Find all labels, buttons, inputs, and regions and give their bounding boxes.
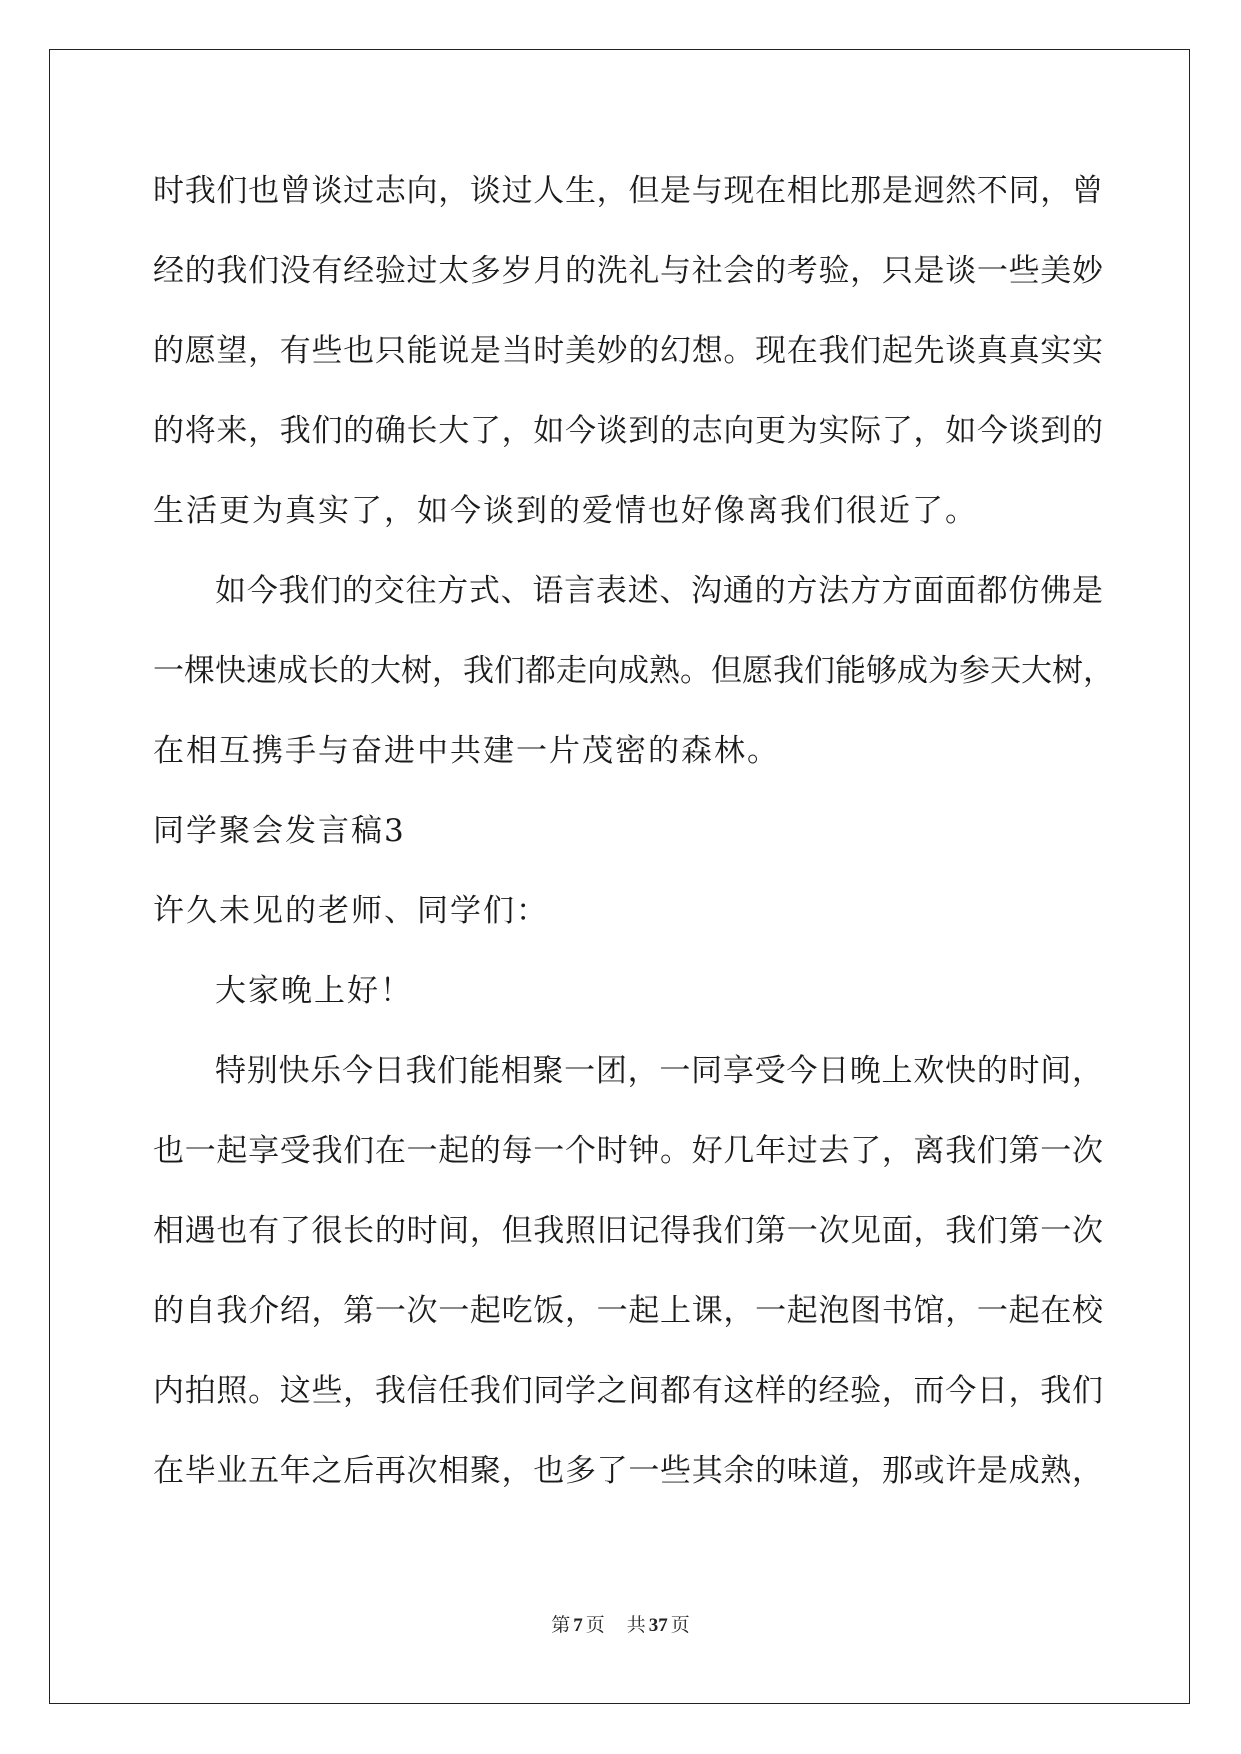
text-line-1: 时我们也曾谈过志向，谈过人生，但是与现在相比那是迥然不同，曾 <box>153 173 1103 209</box>
text-line-7: 一棵快速成长的大树，我们都走向成熟。但愿我们能够成为参天大树， <box>153 653 1114 689</box>
footer-prefix: 第 <box>551 1614 571 1636</box>
page-footer <box>0 1610 1241 1637</box>
document-body <box>153 160 1114 1520</box>
text-line-17: 在毕业五年之后再次相聚，也多了一些其余的味道，那或许是成熟， <box>153 1453 1103 1489</box>
greeting: 大家晚上好！ <box>215 973 413 1009</box>
text-line-3: 的愿望，有些也只能说是当时美妙的幻想。现在我们起先谈真真实实 <box>153 333 1103 369</box>
text-line-14: 相遇也有了很长的时间，但我照旧记得我们第一次见面，我们第一次 <box>153 1213 1103 1249</box>
text-line-5: 生活更为真实了，如今谈到的爱情也好像离我们很近了。 <box>153 493 978 529</box>
text-line-6: 如今我们的交往方式、语言表述、沟通的方法方方面面都仿佛是 <box>215 573 1103 609</box>
text-line-8: 在相互携手与奋进中共建一片茂密的森林。 <box>153 733 780 769</box>
text-line-15: 的自我介绍，第一次一起吃饭，一起上课，一起泡图书馆，一起在校 <box>153 1293 1103 1329</box>
current-page-number: 7 <box>573 1615 583 1636</box>
text-line-2: 经的我们没有经验过太多岁月的洗礼与社会的考验，只是谈一些美妙 <box>153 253 1103 289</box>
total-page-count: 37 <box>648 1615 668 1636</box>
text-line-13: 也一起享受我们在一起的每一个时钟。好几年过去了，离我们第一次 <box>153 1133 1103 1169</box>
footer-total-prefix: 共 <box>626 1614 646 1636</box>
footer-page-unit: 页 <box>585 1614 605 1636</box>
text-line-12: 特别快乐今日我们能相聚一团，一同享受今日晚上欢快的时间， <box>215 1053 1103 1089</box>
salutation: 许久未见的老师、同学们： <box>153 893 549 929</box>
footer-total-unit: 页 <box>670 1614 690 1636</box>
text-line-4: 的将来，我们的确长大了，如今谈到的志向更为实际了，如今谈到的 <box>153 413 1103 449</box>
text-line-16: 内拍照。这些，我信任我们同学之间都有这样的经验，而今日，我们 <box>153 1373 1103 1409</box>
section-heading: 同学聚会发言稿3 <box>153 813 406 849</box>
